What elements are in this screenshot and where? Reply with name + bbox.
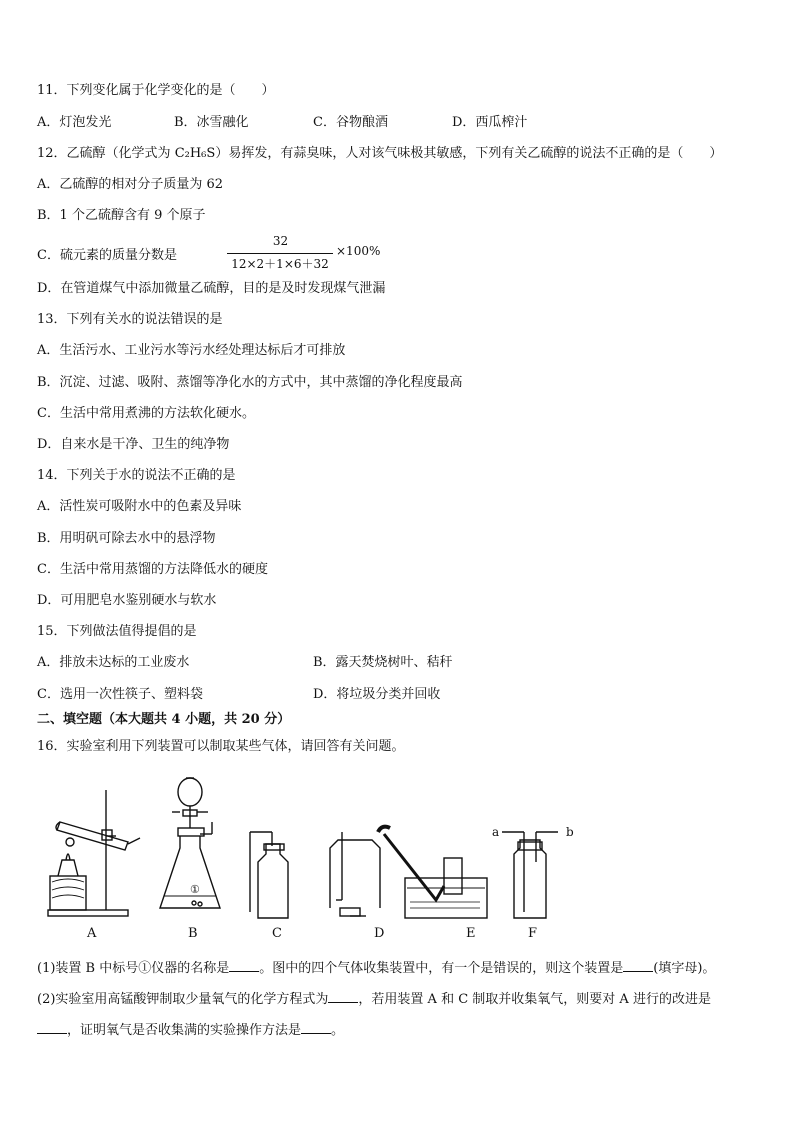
q11-option-b: B．冰雪融化 xyxy=(174,115,249,130)
apparatus-c xyxy=(250,832,288,918)
q15-option-c: C．选用一次性筷子、塑料袋 xyxy=(37,687,203,702)
q12-stem-prefix: 12．乙硫醇（化学式为 xyxy=(37,146,175,161)
q12-option-c xyxy=(37,234,397,274)
q14-stem: 14．下列关于水的说法不正确的是 xyxy=(37,468,236,483)
q14-option-a: A．活性炭可吸附水中的色素及异味 xyxy=(37,499,242,514)
q16-part2-text-d: 。 xyxy=(331,1023,345,1038)
q11-option-c: C．谷物酿酒 xyxy=(313,115,388,130)
fraction-numerator: 32 xyxy=(272,234,289,248)
answer-blank[interactable] xyxy=(301,1020,331,1034)
answer-blank[interactable] xyxy=(623,958,653,972)
q13-option-b: B．沉淀、过滤、吸附、蒸馏等净化水的方式中，其中蒸馏的净化程度最高 xyxy=(37,375,463,390)
apparatus-f xyxy=(502,832,558,918)
q16-part2 xyxy=(37,989,711,1009)
apparatus-d xyxy=(330,832,380,916)
lab-apparatus-figure xyxy=(40,772,600,947)
answer-blank[interactable] xyxy=(229,958,259,972)
q12-option-b: B．1 个乙硫醇含有 9 个原子 xyxy=(37,208,206,223)
q16-part2-text-b: ，若用装置 A 和 C 制取并收集氧气，则要对 A 进行的改进是 xyxy=(358,992,711,1007)
figure-label-e: E xyxy=(466,926,476,941)
q14-option-c: C．生活中常用蒸馏的方法降低水的硬度 xyxy=(37,562,268,577)
figure-label-d: D xyxy=(374,926,385,941)
q16-part2-text-a: (2)实验室用高锰酸钾制取少量氧气的化学方程式为 xyxy=(37,992,329,1007)
q12-stem-suffix: ）易挥发，有蒜臭味，人对该气味极其敏感，下列有关乙硫醇的说法不正确的是（ ） xyxy=(215,146,723,161)
figure-label-a: A xyxy=(87,926,97,941)
q13-option-c: C．生活中常用煮沸的方法软化硬水。 xyxy=(37,406,255,421)
q12-option-a: A．乙硫醇的相对分子质量为 62 xyxy=(37,177,224,192)
q12-option-c-lead: C．硫元素的质量分数是 xyxy=(37,248,177,263)
q15-option-a: A．排放未达标的工业废水 xyxy=(37,655,190,670)
figure-label-c: C xyxy=(272,926,282,941)
q15-option-d: D．将垃圾分类并回收 xyxy=(313,687,441,702)
port-a-label: a xyxy=(492,825,500,839)
q13-stem: 13．下列有关水的说法错误的是 xyxy=(37,312,223,327)
figure-label-f: F xyxy=(528,926,538,941)
q16-part2-text-c: ，证明氧气是否收集满的实验操作方法是 xyxy=(67,1023,302,1038)
fraction-tail: ×100% xyxy=(336,244,381,258)
apparatus-a xyxy=(48,790,140,916)
q15-option-b: B．露天焚烧树叶、秸秆 xyxy=(313,655,453,670)
q16-stem: 16．实验室利用下列装置可以制取某些气体，请回答有关问题。 xyxy=(37,739,405,754)
q16-part1-text-a: (1)装置 B 中标号①仪器的名称是 xyxy=(37,961,230,976)
q16-part2-cont xyxy=(37,1020,344,1040)
q12-formula: C₂H₆S xyxy=(174,146,216,161)
fraction-bar xyxy=(227,253,333,254)
label-circle-1: ① xyxy=(190,883,200,896)
q15-stem: 15．下列做法值得提倡的是 xyxy=(37,624,197,639)
answer-blank[interactable] xyxy=(37,1020,67,1034)
q11-option-a: A．灯泡发光 xyxy=(37,115,112,130)
q11-options xyxy=(37,114,527,132)
q11-stem: 11．下列变化属于化学变化的是（ ） xyxy=(37,83,275,98)
q12-stem xyxy=(37,145,722,163)
answer-blank[interactable] xyxy=(328,989,358,1003)
q15-options-row2 xyxy=(37,686,440,704)
q13-option-d: D．自来水是干净、卫生的纯净物 xyxy=(37,437,230,452)
port-b-label: b xyxy=(566,825,574,839)
apparatus-e xyxy=(378,827,487,918)
section-title: 二、填空题（本大题共 4 小题，共 20 分） xyxy=(37,712,291,727)
fraction-denominator: 12×2＋1×6＋32 xyxy=(231,257,329,271)
q11-option-d: D．西瓜榨汁 xyxy=(452,115,528,130)
q14-option-b: B．用明矾可除去水中的悬浮物 xyxy=(37,531,216,546)
q16-part1 xyxy=(37,958,715,978)
apparatus-drawing xyxy=(40,772,600,922)
q13-option-a: A．生活污水、工业污水等污水经处理达标后才可排放 xyxy=(37,343,346,358)
q15-options-row1 xyxy=(37,654,453,672)
q16-part1-text-b: 。图中的四个气体收集装置中，有一个是错误的，则这个装置是 xyxy=(259,961,624,976)
figure-label-b: B xyxy=(188,926,198,941)
q16-part1-text-c: (填字母)。 xyxy=(653,961,716,976)
q14-option-d: D．可用肥皂水鉴别硬水与软水 xyxy=(37,593,217,608)
q12-option-d: D．在管道煤气中添加微量乙硫醇，目的是及时发现煤气泄漏 xyxy=(37,281,386,296)
